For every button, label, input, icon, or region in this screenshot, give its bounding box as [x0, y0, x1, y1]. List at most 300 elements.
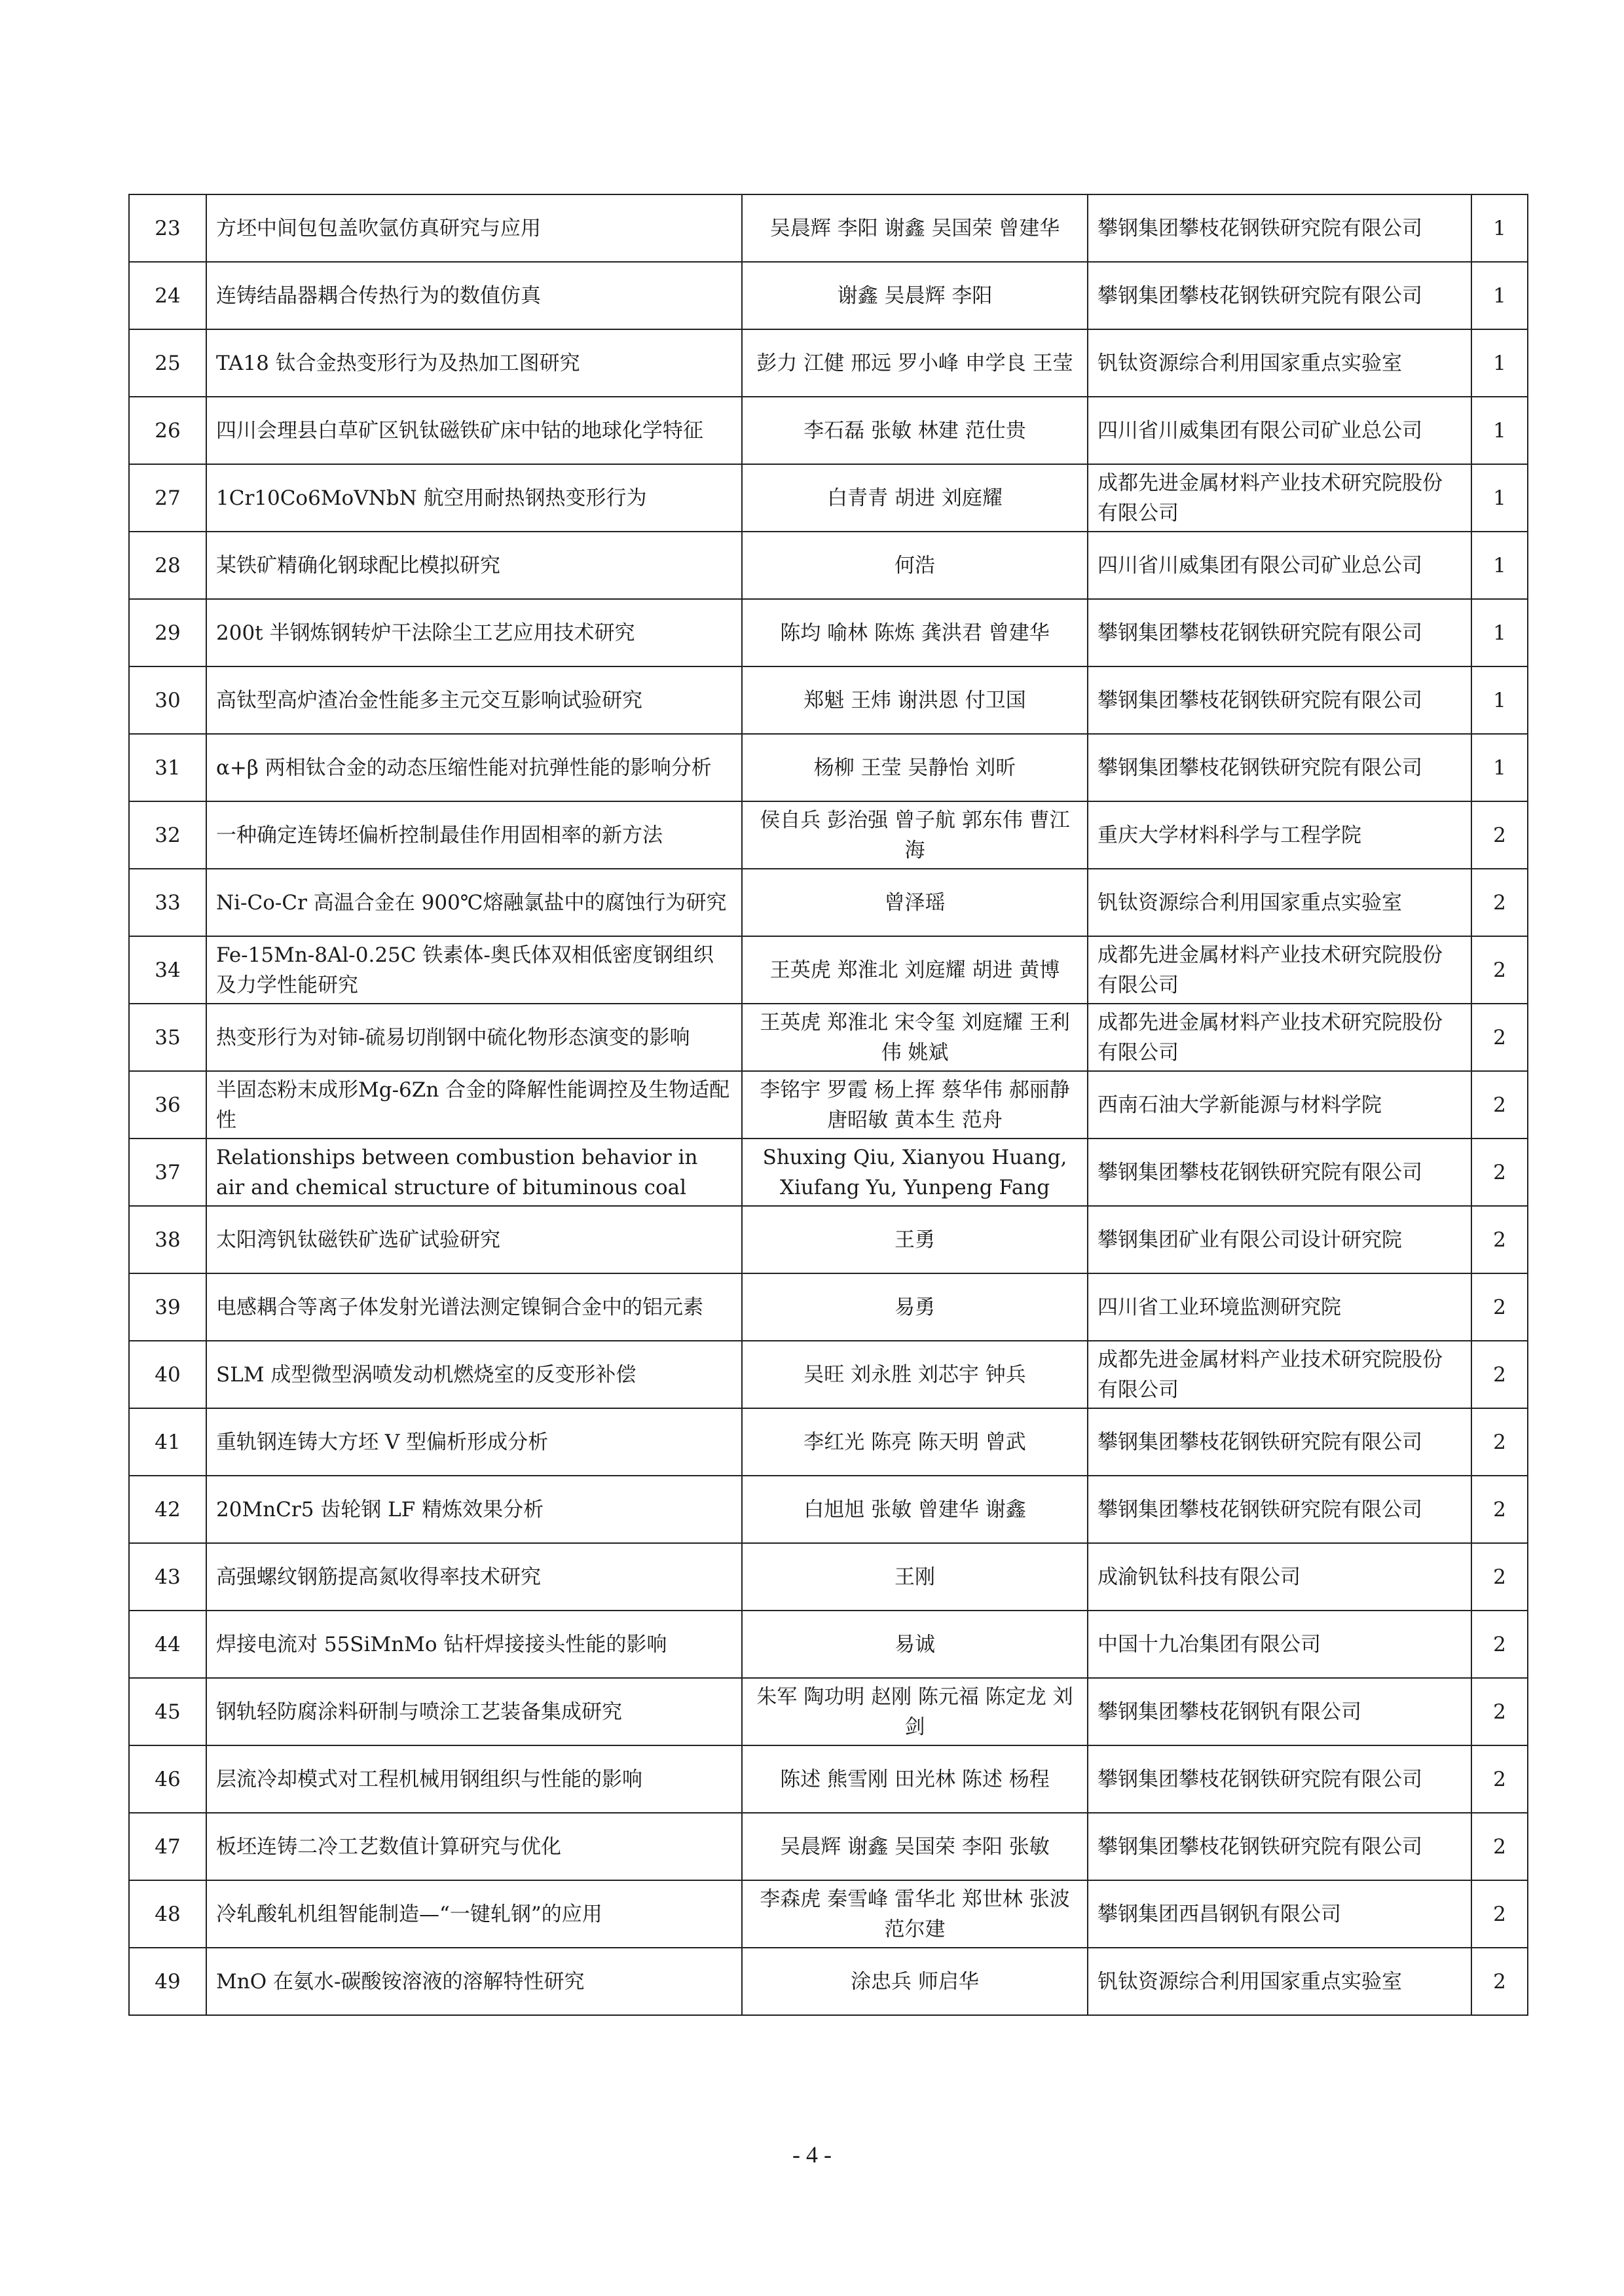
paper-title-cell: [206, 666, 742, 734]
paper-authors: 李红光 陈亮 陈天明 曾武: [803, 1430, 1026, 1454]
award-grade-cell: [1471, 936, 1528, 1004]
award-grade-cell: [1471, 1611, 1528, 1678]
author-unit: 钒钛资源综合利用国家重点实验室: [1098, 1969, 1402, 1994]
paper-title: 热变形行为对铈-硫易切削钢中硫化物形态演变的影响: [216, 1025, 690, 1049]
paper-title: Fe-15Mn-8Al-0.25C 铁素体-奥氏体双相低密度钢组织及力学性能研究: [216, 943, 714, 997]
paper-title: 板坯连铸二冷工艺数值计算研究与优化: [216, 1834, 561, 1859]
table-row: [129, 869, 1528, 936]
table-row: [129, 194, 1528, 262]
row-number: 49: [155, 1969, 181, 1994]
award-grade: 1: [1493, 216, 1506, 240]
paper-authors-cell: [742, 1004, 1088, 1071]
paper-title: 层流冷却模式对工程机械用钢组织与性能的影响: [216, 1767, 642, 1791]
paper-title: 高强螺纹钢筋提高氮收得率技术研究: [216, 1565, 541, 1589]
award-grade-cell: [1471, 666, 1528, 734]
paper-title-cell: [206, 801, 742, 869]
paper-title-cell: [206, 1948, 742, 2015]
author-unit: 西南石油大学新能源与材料学院: [1098, 1093, 1382, 1117]
author-unit-cell: [1088, 801, 1471, 869]
award-grade-cell: [1471, 194, 1528, 262]
paper-authors-cell: [742, 1611, 1088, 1678]
author-unit-cell: [1088, 1948, 1471, 2015]
table-row: [129, 1273, 1528, 1341]
author-unit-cell: [1088, 1408, 1471, 1476]
paper-title: 半固态粉末成形Mg-6Zn 合金的降解性能调控及生物适配性: [216, 1078, 730, 1132]
row-number-cell: [129, 1611, 206, 1678]
paper-authors: 吴旺 刘永胜 刘芯宇 钟兵: [803, 1362, 1026, 1387]
author-unit-cell: [1088, 464, 1471, 532]
paper-title-cell: [206, 1273, 742, 1341]
table-row: [129, 1004, 1528, 1071]
award-grade-cell: [1471, 464, 1528, 532]
paper-authors-cell: [742, 262, 1088, 329]
author-unit: 成都先进金属材料产业技术研究院股份有限公司: [1098, 471, 1443, 525]
award-grade: 2: [1493, 823, 1506, 847]
author-unit-cell: [1088, 1004, 1471, 1071]
paper-title: TA18 钛合金热变形行为及热加工图研究: [216, 351, 580, 375]
table-row: [129, 262, 1528, 329]
author-unit: 四川省工业环境监测研究院: [1098, 1295, 1341, 1319]
award-grade-cell: [1471, 869, 1528, 936]
author-unit: 攀钢集团攀枝花钢铁研究院有限公司: [1098, 688, 1422, 712]
award-grade: 2: [1493, 1767, 1506, 1791]
author-unit: 中国十九冶集团有限公司: [1098, 1632, 1321, 1656]
paper-authors-cell: [742, 1678, 1088, 1745]
table-body: [129, 194, 1528, 2015]
row-number-cell: [129, 532, 206, 599]
paper-authors-cell: [742, 1341, 1088, 1408]
author-unit-cell: [1088, 1139, 1471, 1206]
award-grade-cell: [1471, 1880, 1528, 1948]
row-number-cell: [129, 869, 206, 936]
paper-title-cell: [206, 1341, 742, 1408]
row-number-cell: [129, 734, 206, 801]
award-grade: 2: [1493, 1565, 1506, 1589]
table-row: [129, 1341, 1528, 1408]
table-row: [129, 1139, 1528, 1206]
paper-authors-cell: [742, 1206, 1088, 1273]
author-unit-cell: [1088, 1273, 1471, 1341]
paper-title: 重轨钢连铸大方坯 V 型偏析形成分析: [216, 1430, 549, 1454]
award-grade: 2: [1493, 1497, 1506, 1522]
row-number-cell: [129, 1948, 206, 2015]
award-grade: 2: [1493, 1902, 1506, 1926]
award-grade: 1: [1493, 486, 1506, 510]
row-number-cell: [129, 397, 206, 464]
paper-title-cell: [206, 329, 742, 397]
paper-authors: Shuxing Qiu, Xianyou Huang, Xiufang Yu, Yunpeng Fang: [762, 1145, 1067, 1199]
table-row: [129, 532, 1528, 599]
paper-authors-cell: [742, 666, 1088, 734]
page-number: - 4 -: [792, 2141, 832, 2168]
table-row: [129, 936, 1528, 1004]
paper-title-cell: [206, 1206, 742, 1273]
award-grade: 2: [1493, 1093, 1506, 1117]
row-number-cell: [129, 666, 206, 734]
award-grade: 2: [1493, 1700, 1506, 1724]
author-unit-cell: [1088, 1678, 1471, 1745]
paper-title-cell: [206, 532, 742, 599]
award-grade: 2: [1493, 1160, 1506, 1184]
paper-title: 钢轨轻防腐涂料研制与喷涂工艺装备集成研究: [216, 1700, 622, 1724]
paper-authors: 何浩: [895, 553, 935, 577]
award-grade: 1: [1493, 553, 1506, 577]
paper-title-cell: [206, 1543, 742, 1611]
award-grade: 2: [1493, 1295, 1506, 1319]
paper-title-cell: [206, 1408, 742, 1476]
author-unit-cell: [1088, 1071, 1471, 1139]
author-unit-cell: [1088, 1745, 1471, 1813]
author-unit: 攀钢集团攀枝花钢铁研究院有限公司: [1098, 283, 1422, 308]
award-grade-cell: [1471, 599, 1528, 666]
table-row: [129, 397, 1528, 464]
paper-title-cell: [206, 464, 742, 532]
author-unit: 攀钢集团攀枝花钢铁研究院有限公司: [1098, 216, 1422, 240]
award-table: [128, 194, 1528, 2016]
row-number: 28: [155, 553, 181, 577]
author-unit-cell: [1088, 666, 1471, 734]
row-number-cell: [129, 1408, 206, 1476]
table-row: [129, 1813, 1528, 1880]
author-unit: 攀钢集团攀枝花钢钒有限公司: [1098, 1700, 1361, 1724]
row-number: 41: [155, 1430, 181, 1454]
author-unit-cell: [1088, 1813, 1471, 1880]
paper-title: 电感耦合等离子体发射光谱法测定镍铜合金中的铝元素: [216, 1295, 703, 1319]
paper-title: 高钛型高炉渣冶金性能多主元交互影响试验研究: [216, 688, 642, 712]
paper-title: 方坯中间包包盖吹氩仿真研究与应用: [216, 216, 541, 240]
paper-authors: 杨柳 王莹 吴静怡 刘昕: [813, 756, 1016, 780]
paper-title-cell: [206, 194, 742, 262]
paper-title: 四川会理县白草矿区钒钛磁铁矿床中钴的地球化学特征: [216, 418, 703, 443]
paper-authors-cell: [742, 1071, 1088, 1139]
table-row: [129, 1408, 1528, 1476]
row-number: 42: [155, 1497, 181, 1522]
paper-title: α+β 两相钛合金的动态压缩性能对抗弹性能的影响分析: [216, 756, 712, 780]
row-number-cell: [129, 1139, 206, 1206]
author-unit-cell: [1088, 1341, 1471, 1408]
row-number: 44: [155, 1632, 181, 1656]
table-row: [129, 329, 1528, 397]
paper-authors: 吴晨辉 李阳 谢鑫 吴国荣 曾建华: [769, 216, 1060, 240]
row-number: 32: [155, 823, 181, 847]
paper-title: MnO 在氨水-碳酸铵溶液的溶解特性研究: [216, 1969, 585, 1994]
paper-title-cell: [206, 1004, 742, 1071]
award-grade-cell: [1471, 1273, 1528, 1341]
paper-authors: 李铭宇 罗霞 杨上挥 蔡华伟 郝丽静 唐昭敏 黄本生 范舟: [760, 1078, 1070, 1132]
row-number-cell: [129, 1543, 206, 1611]
paper-title-cell: [206, 1139, 742, 1206]
paper-authors-cell: [742, 1139, 1088, 1206]
table-row: [129, 666, 1528, 734]
paper-authors-cell: [742, 936, 1088, 1004]
award-grade-cell: [1471, 1745, 1528, 1813]
paper-authors-cell: [742, 1543, 1088, 1611]
author-unit: 成都先进金属材料产业技术研究院股份有限公司: [1098, 1010, 1443, 1065]
award-grade: 2: [1493, 1834, 1506, 1859]
row-number-cell: [129, 329, 206, 397]
paper-title-cell: [206, 936, 742, 1004]
author-unit-cell: [1088, 1611, 1471, 1678]
paper-authors: 彭力 江健 邢远 罗小峰 申学良 王莹: [756, 351, 1073, 375]
row-number: 24: [155, 283, 181, 308]
award-grade: 1: [1493, 621, 1506, 645]
paper-authors: 郑魁 王炜 谢洪恩 付卫国: [803, 688, 1026, 712]
table-row: [129, 1678, 1528, 1745]
award-grade-cell: [1471, 532, 1528, 599]
paper-authors-cell: [742, 1880, 1088, 1948]
row-number-cell: [129, 1341, 206, 1408]
award-grade: 2: [1493, 1632, 1506, 1656]
row-number-cell: [129, 1206, 206, 1273]
row-number: 48: [155, 1902, 181, 1926]
row-number-cell: [129, 262, 206, 329]
author-unit-cell: [1088, 599, 1471, 666]
award-grade-cell: [1471, 1408, 1528, 1476]
paper-authors-cell: [742, 1273, 1088, 1341]
author-unit-cell: [1088, 329, 1471, 397]
row-number: 45: [155, 1700, 181, 1724]
row-number: 40: [155, 1362, 181, 1387]
award-grade: 2: [1493, 1025, 1506, 1049]
paper-authors: 涂忠兵 师启华: [851, 1969, 979, 1994]
paper-title-cell: [206, 262, 742, 329]
paper-authors: 白青青 胡进 刘庭耀: [827, 486, 1003, 510]
paper-title: 某铁矿精确化钢球配比模拟研究: [216, 553, 500, 577]
paper-title-cell: [206, 1813, 742, 1880]
paper-authors-cell: [742, 194, 1088, 262]
row-number: 23: [155, 216, 181, 240]
table-row: [129, 1206, 1528, 1273]
paper-authors: 陈述 熊雪刚 田光林 陈述 杨程: [780, 1767, 1050, 1791]
row-number: 38: [155, 1228, 181, 1252]
paper-authors-cell: [742, 1476, 1088, 1543]
row-number: 34: [155, 958, 181, 982]
row-number-cell: [129, 1678, 206, 1745]
award-grade-cell: [1471, 397, 1528, 464]
author-unit-cell: [1088, 869, 1471, 936]
table-row: [129, 1543, 1528, 1611]
award-grade-cell: [1471, 1139, 1528, 1206]
award-grade-cell: [1471, 1948, 1528, 2015]
row-number-cell: [129, 599, 206, 666]
row-number: 47: [155, 1834, 181, 1859]
award-grade: 2: [1493, 958, 1506, 982]
row-number: 39: [155, 1295, 181, 1319]
paper-authors: 王刚: [895, 1565, 935, 1589]
award-grade-cell: [1471, 734, 1528, 801]
row-number: 26: [155, 418, 181, 443]
paper-title-cell: [206, 1880, 742, 1948]
paper-title-cell: [206, 1611, 742, 1678]
paper-authors: 侯自兵 彭治强 曾子航 郭东伟 曹江海: [760, 808, 1070, 862]
award-grade: 2: [1493, 1362, 1506, 1387]
row-number: 27: [155, 486, 181, 510]
row-number: 31: [155, 756, 181, 780]
award-grade-cell: [1471, 1341, 1528, 1408]
paper-authors: 易诚: [895, 1632, 935, 1656]
paper-authors: 曾泽瑶: [884, 890, 946, 915]
row-number-cell: [129, 194, 206, 262]
author-unit: 攀钢集团矿业有限公司设计研究院: [1098, 1228, 1402, 1252]
paper-authors-cell: [742, 397, 1088, 464]
row-number-cell: [129, 1745, 206, 1813]
table-row: [129, 1071, 1528, 1139]
paper-title: 1Cr10Co6MoVNbN 航空用耐热钢热变形行为: [216, 486, 647, 510]
author-unit: 攀钢集团攀枝花钢铁研究院有限公司: [1098, 1767, 1422, 1791]
paper-title-cell: [206, 869, 742, 936]
paper-title: 200t 半钢炼钢转炉干法除尘工艺应用技术研究: [216, 621, 635, 645]
award-grade: 2: [1493, 1430, 1506, 1454]
award-grade: 2: [1493, 1969, 1506, 1994]
row-number: 25: [155, 351, 181, 375]
paper-authors: 王勇: [895, 1228, 935, 1252]
table-row: [129, 1948, 1528, 2015]
row-number-cell: [129, 1004, 206, 1071]
paper-title: SLM 成型微型涡喷发动机燃烧室的反变形补偿: [216, 1362, 637, 1387]
paper-authors: 白旭旭 张敏 曾建华 谢鑫: [803, 1497, 1026, 1522]
paper-authors: 朱军 陶功明 赵刚 陈元福 陈定龙 刘剑: [756, 1685, 1073, 1739]
row-number-cell: [129, 464, 206, 532]
paper-title: 焊接电流对 55SiMnMo 钻杆焊接接头性能的影响: [216, 1632, 667, 1656]
author-unit-cell: [1088, 1543, 1471, 1611]
award-grade-cell: [1471, 1476, 1528, 1543]
paper-title: 太阳湾钒钛磁铁矿选矿试验研究: [216, 1228, 500, 1252]
author-unit: 重庆大学材料科学与工程学院: [1098, 823, 1361, 847]
award-grade-cell: [1471, 262, 1528, 329]
table-row: [129, 1476, 1528, 1543]
author-unit: 攀钢集团攀枝花钢铁研究院有限公司: [1098, 1497, 1422, 1522]
row-number: 30: [155, 688, 181, 712]
author-unit: 攀钢集团攀枝花钢铁研究院有限公司: [1098, 1430, 1422, 1454]
paper-title-cell: [206, 1678, 742, 1745]
paper-authors: 陈均 喻林 陈炼 龚洪君 曾建华: [780, 621, 1050, 645]
paper-title-cell: [206, 599, 742, 666]
paper-authors-cell: [742, 869, 1088, 936]
paper-authors: 王英虎 郑淮北 刘庭耀 胡进 黄博: [769, 958, 1060, 982]
author-unit-cell: [1088, 397, 1471, 464]
author-unit: 四川省川威集团有限公司矿业总公司: [1098, 553, 1422, 577]
author-unit: 钒钛资源综合利用国家重点实验室: [1098, 351, 1402, 375]
paper-authors-cell: [742, 801, 1088, 869]
author-unit-cell: [1088, 194, 1471, 262]
paper-title: Ni-Co-Cr 高温合金在 900℃熔融氯盐中的腐蚀行为研究: [216, 890, 727, 915]
paper-authors: 王英虎 郑淮北 宋令玺 刘庭耀 王利伟 姚斌: [760, 1010, 1070, 1065]
author-unit-cell: [1088, 532, 1471, 599]
award-grade: 1: [1493, 283, 1506, 308]
author-unit: 成都先进金属材料产业技术研究院股份有限公司: [1098, 1347, 1443, 1402]
paper-title-cell: [206, 1476, 742, 1543]
author-unit: 攀钢集团攀枝花钢铁研究院有限公司: [1098, 621, 1422, 645]
paper-title: 20MnCr5 齿轮钢 LF 精炼效果分析: [216, 1497, 544, 1522]
author-unit-cell: [1088, 1880, 1471, 1948]
table-row: [129, 1745, 1528, 1813]
paper-title-cell: [206, 1745, 742, 1813]
row-number: 46: [155, 1767, 181, 1791]
paper-authors-cell: [742, 734, 1088, 801]
award-grade-cell: [1471, 1004, 1528, 1071]
row-number: 36: [155, 1093, 181, 1117]
paper-authors-cell: [742, 532, 1088, 599]
award-grade-cell: [1471, 1813, 1528, 1880]
row-number-cell: [129, 1071, 206, 1139]
paper-title-cell: [206, 1071, 742, 1139]
award-grade-cell: [1471, 1543, 1528, 1611]
paper-authors: 易勇: [895, 1295, 935, 1319]
paper-authors-cell: [742, 464, 1088, 532]
award-grade: 2: [1493, 1228, 1506, 1252]
row-number: 33: [155, 890, 181, 915]
author-unit-cell: [1088, 1476, 1471, 1543]
paper-authors-cell: [742, 1813, 1088, 1880]
author-unit: 四川省川威集团有限公司矿业总公司: [1098, 418, 1422, 443]
paper-authors-cell: [742, 599, 1088, 666]
award-grade: 1: [1493, 418, 1506, 443]
row-number-cell: [129, 936, 206, 1004]
author-unit: 钒钛资源综合利用国家重点实验室: [1098, 890, 1402, 915]
paper-authors-cell: [742, 1408, 1088, 1476]
award-grade: 1: [1493, 688, 1506, 712]
author-unit: 攀钢集团西昌钢钒有限公司: [1098, 1902, 1341, 1926]
author-unit: 成都先进金属材料产业技术研究院股份有限公司: [1098, 943, 1443, 997]
paper-authors: 李森虎 秦雪峰 雷华北 郑世林 张波 范尔建: [760, 1887, 1070, 1941]
table-row: [129, 801, 1528, 869]
paper-authors-cell: [742, 329, 1088, 397]
row-number-cell: [129, 801, 206, 869]
row-number-cell: [129, 1273, 206, 1341]
paper-authors: 吴晨辉 谢鑫 吴国荣 李阳 张敏: [780, 1834, 1050, 1859]
award-grade: 2: [1493, 890, 1506, 915]
row-number-cell: [129, 1880, 206, 1948]
paper-title: 一种确定连铸坯偏析控制最佳作用固相率的新方法: [216, 823, 663, 847]
table-row: [129, 1611, 1528, 1678]
table-row: [129, 734, 1528, 801]
award-grade-cell: [1471, 329, 1528, 397]
award-grade-cell: [1471, 801, 1528, 869]
author-unit-cell: [1088, 1206, 1471, 1273]
row-number: 43: [155, 1565, 181, 1589]
award-grade-cell: [1471, 1678, 1528, 1745]
paper-title-cell: [206, 397, 742, 464]
row-number-cell: [129, 1476, 206, 1543]
paper-title: Relationships between combustion behavior in air and chemical structure of bituminous coal: [216, 1145, 698, 1199]
row-number: 35: [155, 1025, 181, 1049]
paper-title: 冷轧酸轧机组智能制造—“一键轧钢”的应用: [216, 1902, 602, 1926]
paper-authors: 李石磊 张敏 林建 范仕贵: [803, 418, 1026, 443]
paper-authors-cell: [742, 1948, 1088, 2015]
table-row: [129, 599, 1528, 666]
author-unit-cell: [1088, 734, 1471, 801]
award-grade-cell: [1471, 1206, 1528, 1273]
row-number: 29: [155, 621, 181, 645]
paper-authors: 谢鑫 吴晨辉 李阳: [837, 283, 993, 308]
author-unit: 攀钢集团攀枝花钢铁研究院有限公司: [1098, 756, 1422, 780]
paper-title: 连铸结晶器耦合传热行为的数值仿真: [216, 283, 541, 308]
author-unit-cell: [1088, 936, 1471, 1004]
table-row: [129, 464, 1528, 532]
author-unit-cell: [1088, 262, 1471, 329]
award-grade: 1: [1493, 351, 1506, 375]
row-number-cell: [129, 1813, 206, 1880]
paper-authors-cell: [742, 1745, 1088, 1813]
row-number: 37: [155, 1160, 181, 1184]
author-unit: 成渝钒钛科技有限公司: [1098, 1565, 1301, 1589]
award-grade-cell: [1471, 1071, 1528, 1139]
author-unit: 攀钢集团攀枝花钢铁研究院有限公司: [1098, 1160, 1422, 1184]
award-grade: 1: [1493, 756, 1506, 780]
author-unit: 攀钢集团攀枝花钢铁研究院有限公司: [1098, 1834, 1422, 1859]
paper-title-cell: [206, 734, 742, 801]
table-row: [129, 1880, 1528, 1948]
